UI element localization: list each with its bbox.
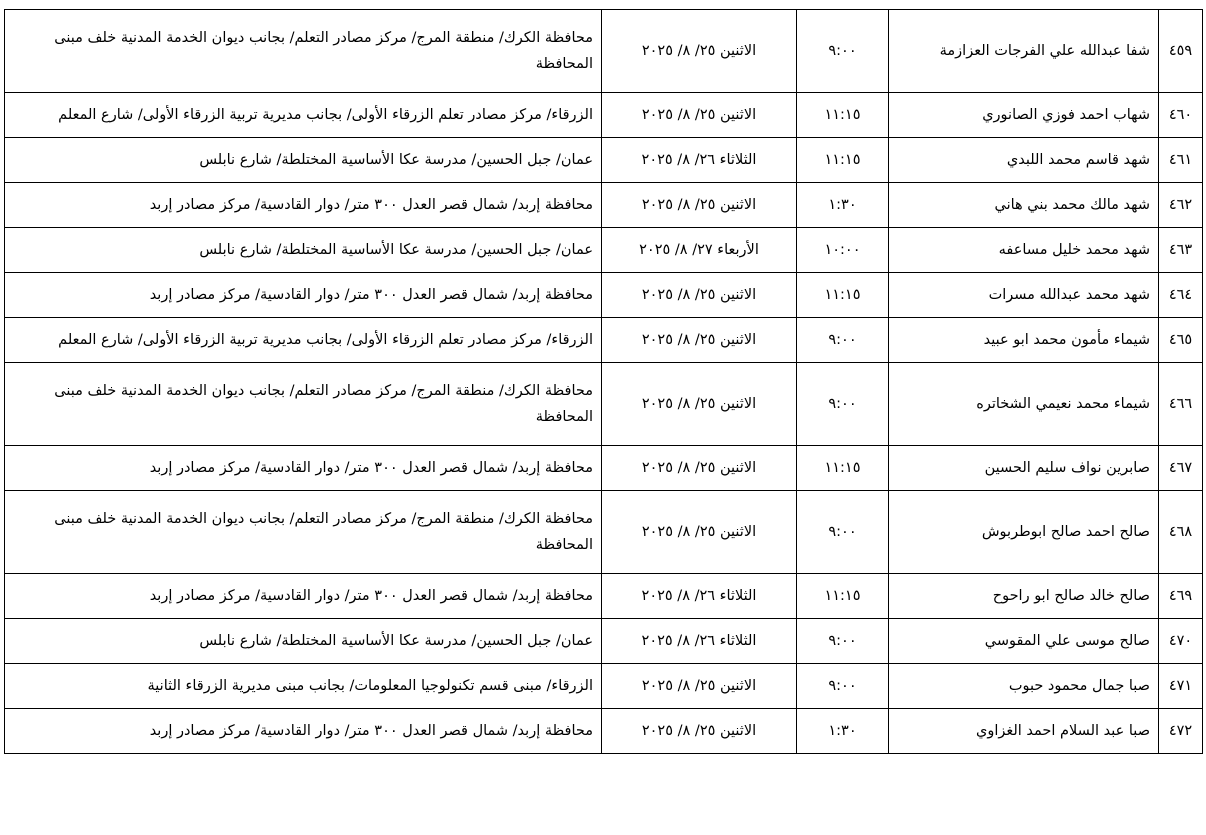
appointment-date: الاثنين ٢٥/ ٨/ ٢٠٢٥ — [602, 318, 797, 363]
row-number: ٤٦٣ — [1159, 228, 1203, 273]
appointment-location: محافظة إربد/ شمال قصر العدل ٣٠٠ متر/ دوار القادسية/ مركز مصادر إربد — [5, 709, 602, 754]
appointment-date: الاثنين ٢٥/ ٨/ ٢٠٢٥ — [602, 709, 797, 754]
appointment-location: الزرقاء/ مبنى قسم تكنولوجيا المعلومات/ بجانب مبنى مديرية الزرقاء الثانية — [5, 664, 602, 709]
applicant-name: صبا جمال محمود حبوب — [889, 664, 1159, 709]
appointment-location: عمان/ جبل الحسين/ مدرسة عكا الأساسية المختلطة/ شارع نابلس — [5, 228, 602, 273]
row-number: ٤٦١ — [1159, 138, 1203, 183]
row-number: ٤٧١ — [1159, 664, 1203, 709]
table-row — [5, 273, 1203, 318]
row-number: ٤٦٦ — [1159, 363, 1203, 446]
appointment-date: الثلاثاء ٢٦/ ٨/ ٢٠٢٥ — [602, 574, 797, 619]
table-row — [5, 93, 1203, 138]
appointment-date: الاثنين ٢٥/ ٨/ ٢٠٢٥ — [602, 273, 797, 318]
schedule-table — [4, 9, 1203, 754]
appointment-date: الاثنين ٢٥/ ٨/ ٢٠٢٥ — [602, 664, 797, 709]
table-row — [5, 183, 1203, 228]
appointment-time: ١٠:٠٠ — [797, 228, 889, 273]
table-row — [5, 318, 1203, 363]
applicant-name: شهاب احمد فوزي الصانوري — [889, 93, 1159, 138]
applicant-name: شيماء مأمون محمد ابو عبيد — [889, 318, 1159, 363]
applicant-name: شهد مالك محمد بني هاني — [889, 183, 1159, 228]
appointment-date: الأربعاء ٢٧/ ٨/ ٢٠٢٥ — [602, 228, 797, 273]
appointment-time: ١١:١٥ — [797, 446, 889, 491]
appointment-date: الاثنين ٢٥/ ٨/ ٢٠٢٥ — [602, 183, 797, 228]
applicant-name: شهد قاسم محمد اللبدي — [889, 138, 1159, 183]
applicant-name: شهد محمد عبدالله مسرات — [889, 273, 1159, 318]
row-number: ٤٦٨ — [1159, 491, 1203, 574]
appointment-date: الاثنين ٢٥/ ٨/ ٢٠٢٥ — [602, 491, 797, 574]
applicant-name: صبا عبد السلام احمد الغزاوي — [889, 709, 1159, 754]
appointment-time: ١:٣٠ — [797, 709, 889, 754]
row-number: ٤٦٤ — [1159, 273, 1203, 318]
row-number: ٤٧٢ — [1159, 709, 1203, 754]
row-number: ٤٦٧ — [1159, 446, 1203, 491]
appointment-time: ١١:١٥ — [797, 93, 889, 138]
appointment-location: محافظة الكرك/ منطقة المرج/ مركز مصادر التعلم/ بجانب ديوان الخدمة المدنية خلف مبنى المحافظة — [5, 10, 602, 93]
row-number: ٤٥٩ — [1159, 10, 1203, 93]
appointment-date: الاثنين ٢٥/ ٨/ ٢٠٢٥ — [602, 363, 797, 446]
table-row — [5, 10, 1203, 93]
appointment-time: ٩:٠٠ — [797, 664, 889, 709]
appointment-date: الاثنين ٢٥/ ٨/ ٢٠٢٥ — [602, 10, 797, 93]
appointment-date: الاثنين ٢٥/ ٨/ ٢٠٢٥ — [602, 446, 797, 491]
appointment-location: محافظة الكرك/ منطقة المرج/ مركز مصادر التعلم/ بجانب ديوان الخدمة المدنية خلف مبنى المحافظة — [5, 491, 602, 574]
table-row — [5, 491, 1203, 574]
appointment-date: الثلاثاء ٢٦/ ٨/ ٢٠٢٥ — [602, 619, 797, 664]
appointment-date: الاثنين ٢٥/ ٨/ ٢٠٢٥ — [602, 93, 797, 138]
table-row — [5, 709, 1203, 754]
appointment-location: عمان/ جبل الحسين/ مدرسة عكا الأساسية المختلطة/ شارع نابلس — [5, 619, 602, 664]
appointment-location: عمان/ جبل الحسين/ مدرسة عكا الأساسية المختلطة/ شارع نابلس — [5, 138, 602, 183]
table-row — [5, 228, 1203, 273]
appointment-time: ٩:٠٠ — [797, 619, 889, 664]
row-number: ٤٦٢ — [1159, 183, 1203, 228]
schedule-table-body — [5, 10, 1203, 754]
appointment-time: ٩:٠٠ — [797, 363, 889, 446]
appointment-date: الثلاثاء ٢٦/ ٨/ ٢٠٢٥ — [602, 138, 797, 183]
appointment-time: ٩:٠٠ — [797, 491, 889, 574]
table-row — [5, 138, 1203, 183]
applicant-name: شيماء محمد نعيمي الشخاتره — [889, 363, 1159, 446]
table-row — [5, 363, 1203, 446]
appointment-time: ١١:١٥ — [797, 273, 889, 318]
applicant-name: صابرين نواف سليم الحسين — [889, 446, 1159, 491]
row-number: ٤٦٩ — [1159, 574, 1203, 619]
appointment-location: محافظة إربد/ شمال قصر العدل ٣٠٠ متر/ دوار القادسية/ مركز مصادر إربد — [5, 183, 602, 228]
appointment-time: ٩:٠٠ — [797, 10, 889, 93]
appointment-time: ١١:١٥ — [797, 574, 889, 619]
appointment-time: ١:٣٠ — [797, 183, 889, 228]
row-number: ٤٦٠ — [1159, 93, 1203, 138]
appointment-location: محافظة الكرك/ منطقة المرج/ مركز مصادر التعلم/ بجانب ديوان الخدمة المدنية خلف مبنى المحافظة — [5, 363, 602, 446]
table-row — [5, 664, 1203, 709]
applicant-name: شفا عبدالله علي الفرجات العزازمة — [889, 10, 1159, 93]
appointment-location: محافظة إربد/ شمال قصر العدل ٣٠٠ متر/ دوار القادسية/ مركز مصادر إربد — [5, 273, 602, 318]
appointment-location: الزرقاء/ مركز مصادر تعلم الزرقاء الأولى/ بجانب مديرية تربية الزرقاء الأولى/ شارع المعلم — [5, 93, 602, 138]
applicant-name: شهد محمد خليل مساعفه — [889, 228, 1159, 273]
applicant-name: صالح خالد صالح ابو راحوح — [889, 574, 1159, 619]
appointment-location: محافظة إربد/ شمال قصر العدل ٣٠٠ متر/ دوار القادسية/ مركز مصادر إربد — [5, 574, 602, 619]
applicant-name: صالح موسى علي المقوسي — [889, 619, 1159, 664]
appointment-time: ١١:١٥ — [797, 138, 889, 183]
appointment-time: ٩:٠٠ — [797, 318, 889, 363]
appointment-location: الزرقاء/ مركز مصادر تعلم الزرقاء الأولى/ بجانب مديرية تربية الزرقاء الأولى/ شارع المعلم — [5, 318, 602, 363]
row-number: ٤٦٥ — [1159, 318, 1203, 363]
appointment-location: محافظة إربد/ شمال قصر العدل ٣٠٠ متر/ دوار القادسية/ مركز مصادر إربد — [5, 446, 602, 491]
table-row — [5, 619, 1203, 664]
applicant-name: صالح احمد صالح ابوطربوش — [889, 491, 1159, 574]
table-row — [5, 574, 1203, 619]
table-row — [5, 446, 1203, 491]
row-number: ٤٧٠ — [1159, 619, 1203, 664]
